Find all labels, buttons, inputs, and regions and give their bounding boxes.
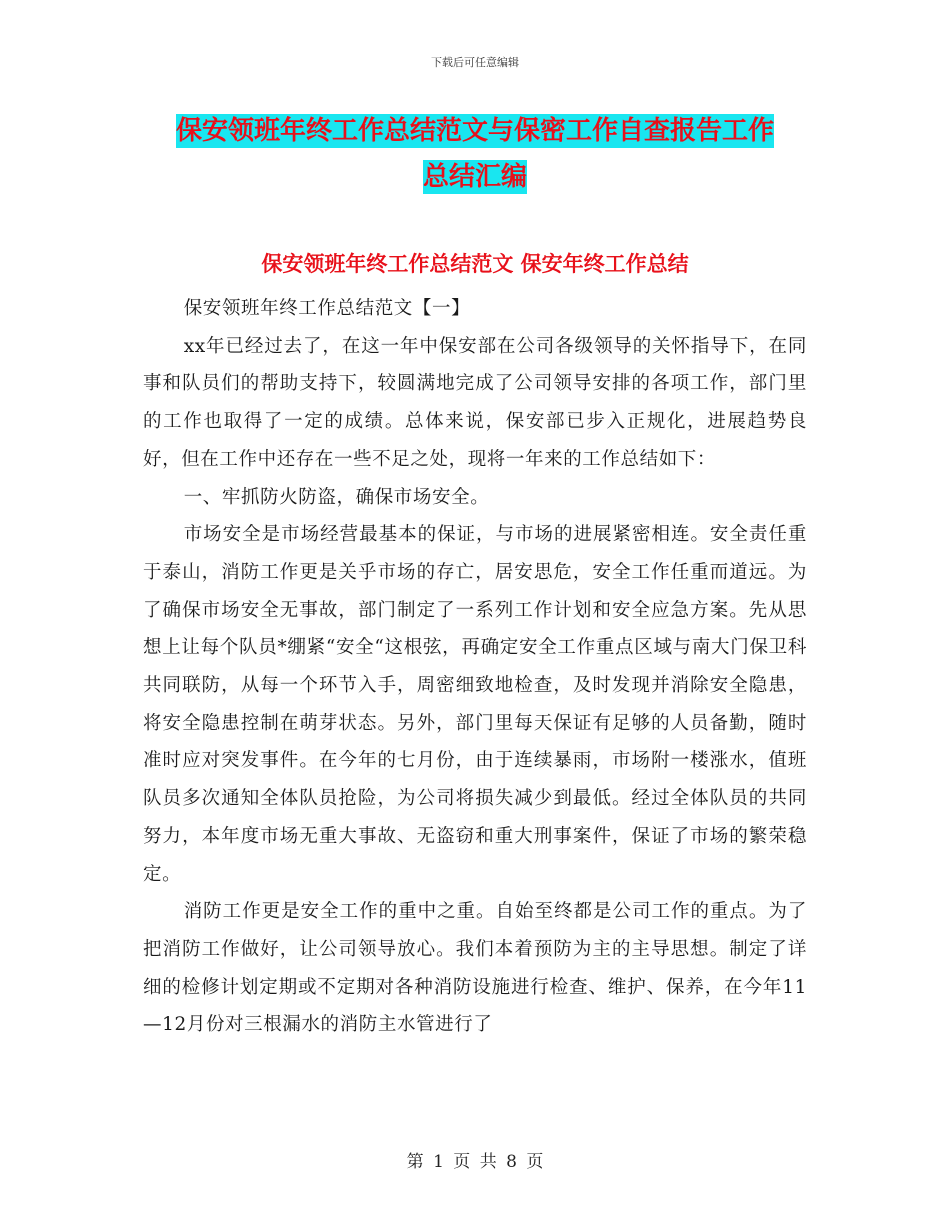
paragraph: 市场安全是市场经营最基本的保证，与市场的进展紧密相连。安全责任重于泰山，消防工作更是关乎市场的存亡，居安思危，安全工作任重而道远。为了确保市场安全无事故，部门制定了一系列工作计划和安全应急方案。先从思想上让每个队员*绷紧“安全“这根弦，再确定安全工作重点区域与南大门保卫科共同联防，从每一个环节入手，周密细致地检查，及时发现并消除安全隐患，将安全隐患控制在萌芽状态。另外，部门里每天保证有足够的人员备勤，随时准时应对突发事件。在今年的七月份，由于连续暴雨，市场附一楼涨水，值班队员多次通知全体队员抢险，为公司将损失减少到最低。经过全体队员的共同努力，本年度市场无重大事故、无盗窃和重大刑事案件，保证了市场的繁荣稳定。 bbox=[143, 524, 807, 885]
page-footer: 第 1 页 共 8 页 bbox=[406, 1152, 544, 1172]
document-title-line-2: 总结汇编 bbox=[422, 162, 527, 192]
body-text bbox=[143, 290, 807, 1044]
document-title bbox=[140, 108, 810, 200]
document-title-line-1: 保安领班年终工作总结范文与保密工作自查报告工作 bbox=[175, 116, 774, 146]
section-subtitle: 保安领班年终工作总结范文 保安年终工作总结 bbox=[261, 252, 689, 276]
paragraph-section-heading: 一、牢抓防火防盗，确保市场安全。 bbox=[183, 486, 490, 508]
paragraph: xx年已经过去了，在这一年中保安部在公司各级领导的关怀指导下，在同事和队员们的帮助支持下，较圆满地完成了公司领导安排的各项工作，部门里的工作也取得了一定的成绩。总体来说，保安部已步入正规化，进展趋势良好，但在工作中还存在一些不足之处，现将一年来的工作总结如下： bbox=[143, 335, 807, 470]
paragraph: 消防工作更是安全工作的重中之重。自始至终都是公司工作的重点。为了把消防工作做好，让公司领导放心。我们本着预防为主的主导思想。制定了详细的检修计划定期或不定期对各种消防设施进行检查、维护、保养，在今年11—12月份对三根漏水的消防主水管进行了 bbox=[143, 901, 807, 1036]
header-note: 下载后可任意编辑 bbox=[431, 56, 519, 69]
paragraph-heading: 保安领班年终工作总结范文【一】 bbox=[183, 298, 471, 319]
